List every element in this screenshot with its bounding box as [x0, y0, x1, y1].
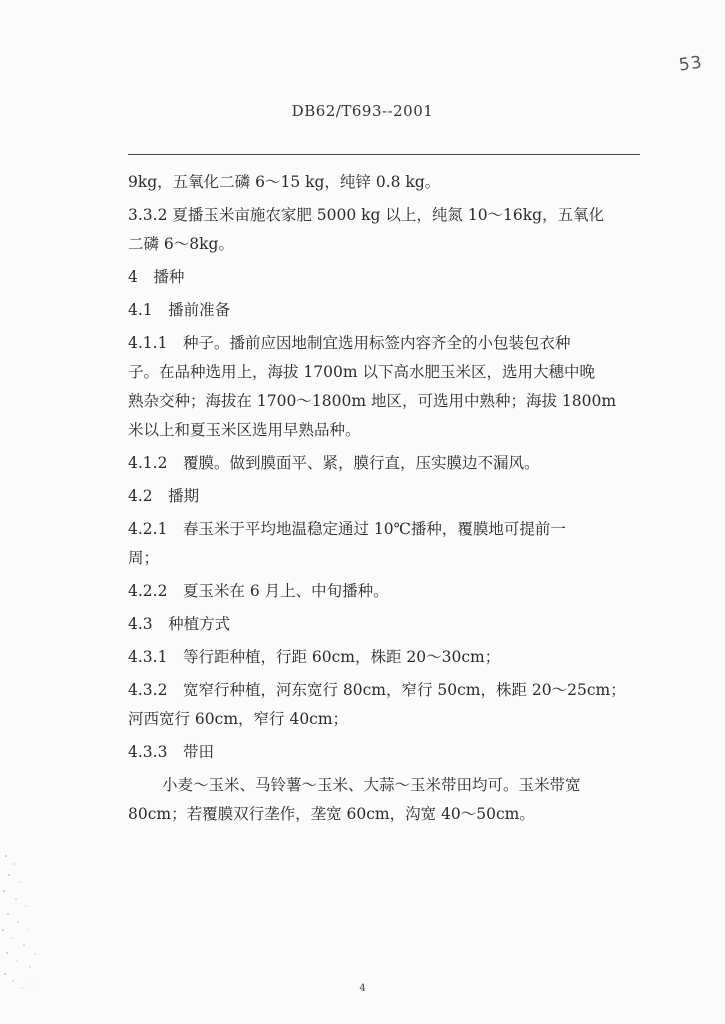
paragraph-line: 小麦～玉米、马铃薯～玉米、大蒜～玉米带田均可。玉米带宽	[162, 776, 581, 794]
header-divider	[128, 154, 640, 155]
handwritten-page-mark: 53	[678, 52, 705, 76]
standard-code-header: DB62/T693--2001	[291, 102, 434, 120]
paragraph-line: 4.2 播期	[128, 487, 200, 505]
paragraph-line: 80cm；若覆膜双行垄作，垄宽 60cm，沟宽 40～50cm。	[128, 805, 535, 823]
paragraph-line: 二磷 6～8kg。	[128, 235, 234, 253]
paragraph-gap	[128, 829, 636, 833]
paragraph-line: 4.3.3 带田	[128, 743, 214, 761]
paragraph-line: 4.3.2 宽窄行种植，河东宽行 80cm，窄行 50cm，株距 20～25cm；	[128, 681, 626, 699]
scan-noise-speckles	[0, 844, 55, 994]
paragraph-line: 4.2.1 春玉米于平均地温稳定通过 10℃播种，覆膜地可提前一	[128, 520, 566, 538]
paragraph-line: 3.3.2 夏播玉米亩施农家肥 5000 kg 以上，纯氮 10～16kg，五氧化	[128, 206, 605, 224]
paragraph-line: 周；	[128, 549, 160, 567]
body-text	[128, 168, 636, 833]
paragraph-line: 河西宽行 60cm，窄行 40cm；	[128, 710, 349, 728]
paragraph-line: 4.3.1 等行距种植，行距 60cm，株距 20～30cm；	[128, 648, 501, 666]
paragraph-line: 米以上和夏玉米区选用早熟品种。	[128, 421, 361, 439]
paragraph-line: 4.1.1 种子。播前应因地制宜选用标签内容齐全的小包装包衣种	[128, 334, 571, 352]
paragraph-line: 4.1.2 覆膜。做到膜面平、紧，膜行直，压实膜边不漏风。	[128, 454, 540, 472]
paragraph-line: 4 播种	[128, 268, 185, 286]
paragraph-line: 4.2.2 夏玉米在 6 月上、中旬播种。	[128, 582, 389, 600]
paragraph-line: 4.1 播前准备	[128, 301, 231, 319]
paragraph-line: 熟杂交种；海拔在 1700～1800m 地区，可选用中熟种；海拔 1800m	[128, 392, 617, 410]
paragraph-line: 4.3 种植方式	[128, 615, 231, 633]
paragraph-line: 子。在品种选用上，海拔 1700m 以下高水肥玉米区，选用大穗中晚	[128, 363, 596, 381]
paragraph-line: 9kg，五氧化二磷 6～15 kg，纯锌 0.8 kg。	[128, 173, 441, 191]
page-number: 4	[359, 983, 366, 994]
